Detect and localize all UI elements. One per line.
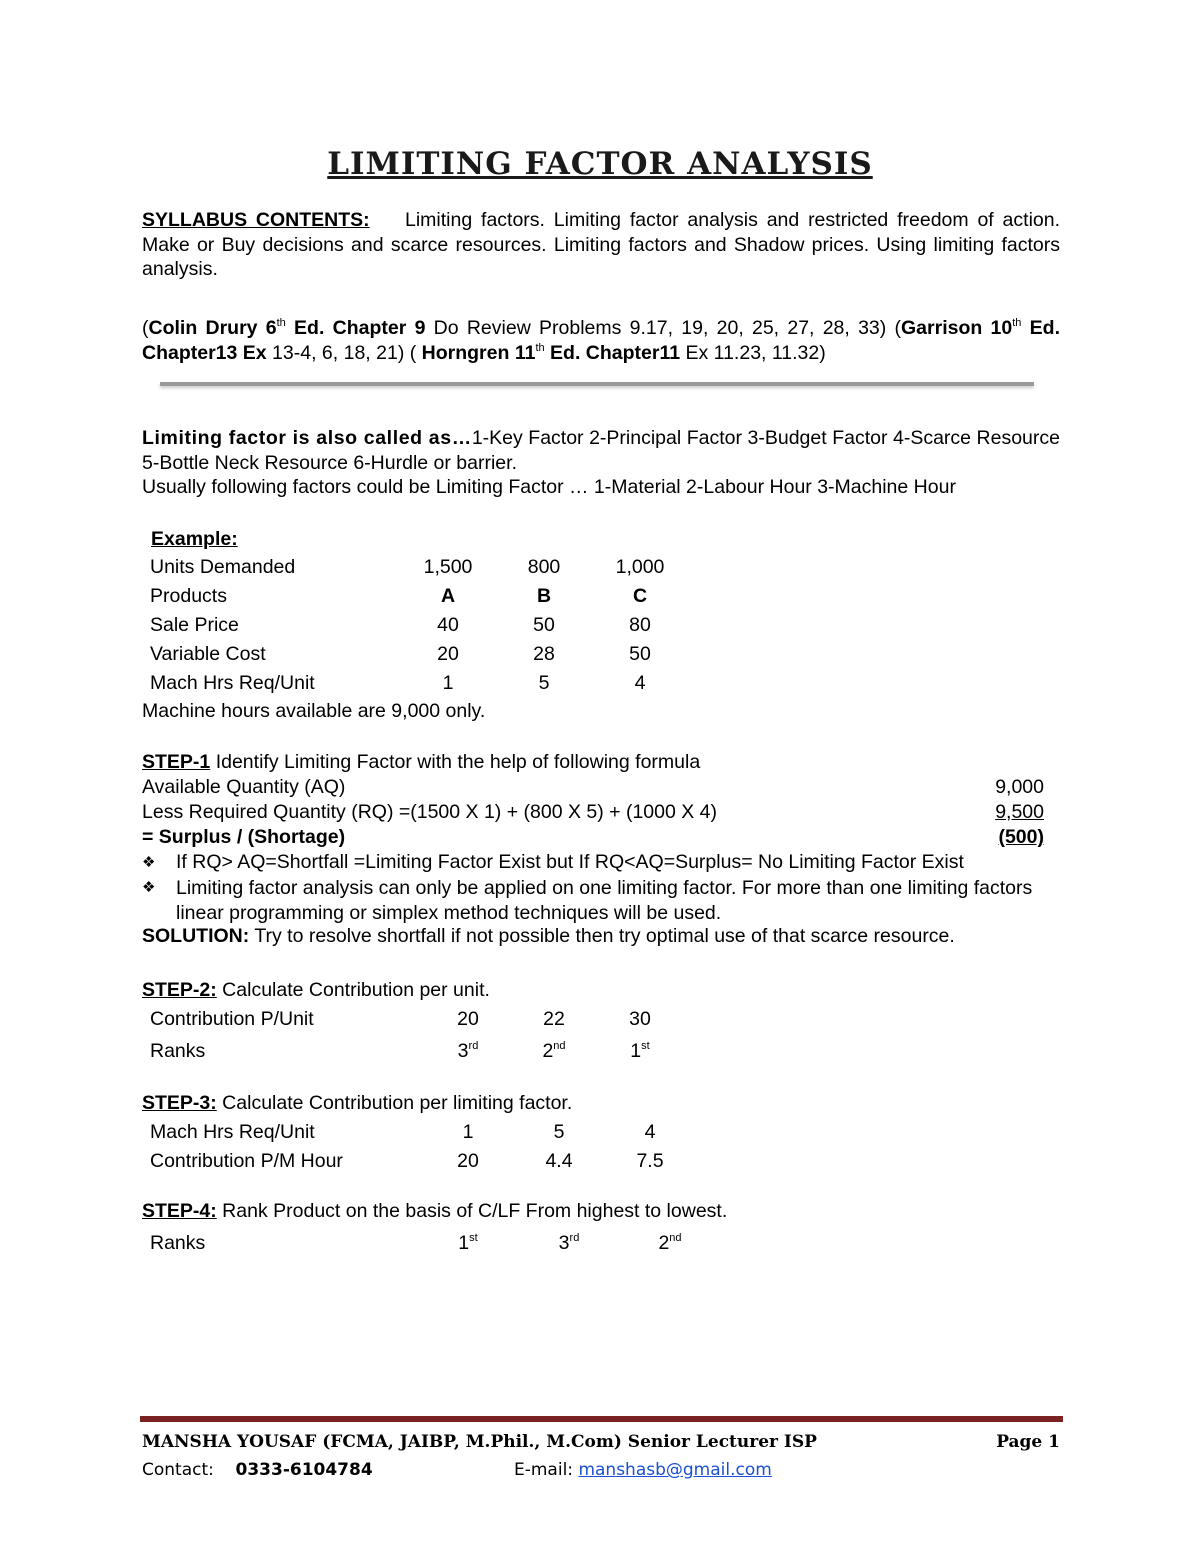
- rank-suffix: st: [641, 1039, 650, 1052]
- cell-c: 1,000: [615, 556, 665, 578]
- cell-c: C: [632, 585, 648, 607]
- bullet-2-text: Limiting factor analysis can only be applied on one limiting factor. For more than one limiting factors linear programming or simplex method techniques will be used.: [176, 877, 1033, 924]
- cell-a: 20: [437, 643, 459, 665]
- cell-a: 40: [437, 614, 459, 636]
- syllabus-text: Limiting factors. Limiting factor analysis and restricted freedom of action. Make or Buy decisions and scarce resources. Limiting factors and Shadow prices. Using limiting factors analysis.: [142, 209, 1061, 280]
- cell-c: 7.5: [636, 1150, 664, 1172]
- email-link[interactable]: manshasb@gmail.com: [578, 1460, 772, 1480]
- rank-number: 3: [457, 1039, 469, 1062]
- step4-table: [150, 1229, 713, 1258]
- step3-table: [150, 1118, 693, 1176]
- limiting-intro-paragraph: [142, 426, 1060, 475]
- table-row: [150, 1034, 683, 1068]
- cell-a: 20: [457, 1008, 479, 1030]
- bullet-1-text: If RQ> AQ=Shortfall =Limiting Factor Exist but If RQ<AQ=Surplus= No Limiting Factor Exist: [176, 851, 964, 873]
- table-row: [150, 669, 688, 698]
- cell-c: 30: [629, 1008, 651, 1030]
- footer-author: [142, 1432, 817, 1452]
- ref-drury-chapter: Ed. Chapter 9: [285, 317, 426, 339]
- table-row: [150, 582, 688, 611]
- ref-garrison-chapter: Ed. Chapter13 Ex: [142, 317, 1060, 364]
- row-label: Sale Price: [150, 614, 239, 636]
- rank-suffix: rd: [569, 1232, 580, 1244]
- ref-horngren: Horngren 11: [416, 341, 536, 364]
- rank-number: 1: [458, 1232, 470, 1254]
- example-label: Example:: [151, 528, 238, 550]
- table-row: [150, 1005, 683, 1034]
- row-label: Mach Hrs Req/Unit: [150, 672, 315, 694]
- footer-rule: [140, 1416, 1063, 1422]
- step2-text: Calculate Contribution per unit.: [216, 979, 490, 1001]
- table-row: [150, 1147, 693, 1176]
- page-title: LIMITING FACTOR ANALYSIS: [327, 146, 873, 182]
- rank-suffix: rd: [468, 1039, 479, 1052]
- cell-a: 20: [457, 1150, 479, 1172]
- page-number: Page 1: [996, 1432, 1060, 1452]
- row-label: Contribution P/M Hour: [150, 1150, 343, 1172]
- cell-c: [597, 1034, 683, 1068]
- step2-table: [150, 1005, 683, 1068]
- solution-line: [142, 925, 955, 948]
- table-row: [150, 1229, 713, 1258]
- ref-drury: Colin Drury 6: [148, 317, 277, 339]
- ref-horngren-ex: Ex 11.23, 11.32): [680, 341, 826, 364]
- cell-c: 80: [629, 614, 651, 636]
- row-label: Ranks: [150, 1039, 206, 1062]
- cell-c: 4: [634, 672, 646, 694]
- cell-b: 4.4: [545, 1150, 573, 1172]
- rq-label: Less Required Quantity (RQ) =(1500 X 1) + (800 X 5) + (1000 X 4): [142, 801, 718, 823]
- rank-number: 3: [558, 1232, 570, 1254]
- cell-c: 4: [644, 1121, 656, 1143]
- step4-label: STEP-4:: [142, 1200, 217, 1222]
- example-table: [150, 553, 688, 698]
- rank-suffix: nd: [553, 1039, 566, 1052]
- cell-b: 5: [538, 672, 550, 694]
- section-divider: [160, 382, 1034, 386]
- surplus-value: (500): [998, 826, 1044, 848]
- contact-label: Contact:: [142, 1460, 214, 1480]
- step3-text: Calculate Contribution per limiting factor.: [216, 1092, 573, 1114]
- row-label: Products: [150, 585, 227, 607]
- rank-suffix: nd: [669, 1232, 682, 1244]
- rank-number: 1: [630, 1039, 642, 1062]
- contact-line: [142, 1460, 373, 1480]
- cell-b: 50: [533, 614, 555, 636]
- solution-label: SOLUTION:: [142, 925, 250, 947]
- limiting-intro-line2: Usually following factors could be Limiting Factor … 1-Material 2-Labour Hour 3-Machine Hour: [142, 476, 956, 498]
- row-label: Mach Hrs Req/Unit: [150, 1121, 315, 1143]
- email-label: E-mail:: [514, 1460, 574, 1480]
- ref-garrison-ex: 13-4, 6, 18, 21) (: [266, 341, 417, 364]
- cell-b: 28: [533, 643, 555, 665]
- row-label: Ranks: [150, 1232, 206, 1254]
- cell-b: 800: [527, 556, 561, 578]
- aq-label: Available Quantity (AQ): [142, 776, 346, 798]
- ref-garrison-sup: th: [1012, 317, 1022, 329]
- references-paragraph: [142, 316, 1060, 365]
- solution-text: Try to resolve shortfall if not possible then try optimal use of that scarce resource.: [249, 925, 955, 947]
- table-row: [150, 1118, 693, 1147]
- cell-b: 22: [543, 1008, 565, 1030]
- ref-drury-sup: th: [276, 317, 286, 329]
- rq-value: 9,500: [995, 801, 1044, 823]
- diamond-bullet-icon: ❖: [142, 879, 156, 896]
- rank-suffix: st: [469, 1232, 478, 1244]
- email-line: [514, 1460, 772, 1480]
- machine-hours-note: Machine hours available are 9,000 only.: [142, 700, 486, 722]
- row-label: Units Demanded: [150, 556, 296, 578]
- cell-a: [425, 1229, 511, 1258]
- step4-heading: [142, 1200, 727, 1223]
- limiting-intro-text: 1-Key Factor 2-Principal Factor 3-Budget Factor 4-Scarce Resource 5-Bottle Neck Resource 6-Hurdle or barrier.: [142, 427, 1060, 474]
- cell-b: [511, 1034, 597, 1068]
- syllabus-label: SYLLABUS CONTENTS:: [142, 209, 370, 231]
- diamond-bullet-icon: ❖: [142, 854, 156, 871]
- ref-horngren-chapter: Ed. Chapter11: [544, 341, 681, 364]
- aq-value: 9,000: [995, 776, 1044, 798]
- table-row: [150, 553, 688, 582]
- step3-heading: [142, 1092, 572, 1115]
- surplus-label: = Surplus / (Shortage): [142, 826, 346, 848]
- cell-b: 5: [553, 1121, 565, 1143]
- row-label: Variable Cost: [150, 643, 266, 665]
- table-row: [150, 611, 688, 640]
- table-row: [150, 640, 688, 669]
- cell-a: 1: [442, 672, 454, 694]
- syllabus-paragraph: [142, 208, 1060, 282]
- step1-text: Identify Limiting Factor with the help of following formula: [210, 751, 701, 773]
- cell-c: [627, 1229, 713, 1258]
- step4-text: Rank Product on the basis of C/LF From highest to lowest.: [216, 1200, 728, 1222]
- step2-heading: [142, 979, 490, 1002]
- cell-b: [511, 1229, 627, 1258]
- cell-a: 1: [462, 1121, 474, 1143]
- cell-c: 50: [629, 643, 651, 665]
- limiting-intro-bold: Limiting factor is also called as…: [142, 427, 472, 449]
- cell-a: A: [440, 585, 456, 607]
- ref-garrison: Garrison 10: [901, 317, 1013, 339]
- step2-label: STEP-2:: [142, 979, 217, 1001]
- cell-b: B: [536, 585, 552, 607]
- ref-open: (: [142, 317, 149, 339]
- step1-label: STEP-1: [142, 751, 211, 773]
- ref-horngren-sup: th: [535, 341, 545, 354]
- rank-number: 2: [542, 1039, 554, 1062]
- rank-number: 2: [658, 1232, 670, 1254]
- author-name: MANSHA YOUSAF: [142, 1432, 317, 1452]
- author-credentials: (FCMA, JAIBP, M.Phil., M.Com) Senior Lecturer ISP: [316, 1432, 817, 1452]
- step1-heading: [142, 751, 700, 774]
- ref-drury-problems: Do Review Problems 9.17, 19, 20, 25, 27, 28, 33) (: [425, 317, 901, 339]
- cell-a: 1,500: [423, 556, 473, 578]
- contact-value: 0333-6104784: [235, 1460, 373, 1480]
- cell-a: [425, 1034, 511, 1068]
- step3-label: STEP-3:: [142, 1092, 217, 1114]
- row-label: Contribution P/Unit: [150, 1008, 314, 1030]
